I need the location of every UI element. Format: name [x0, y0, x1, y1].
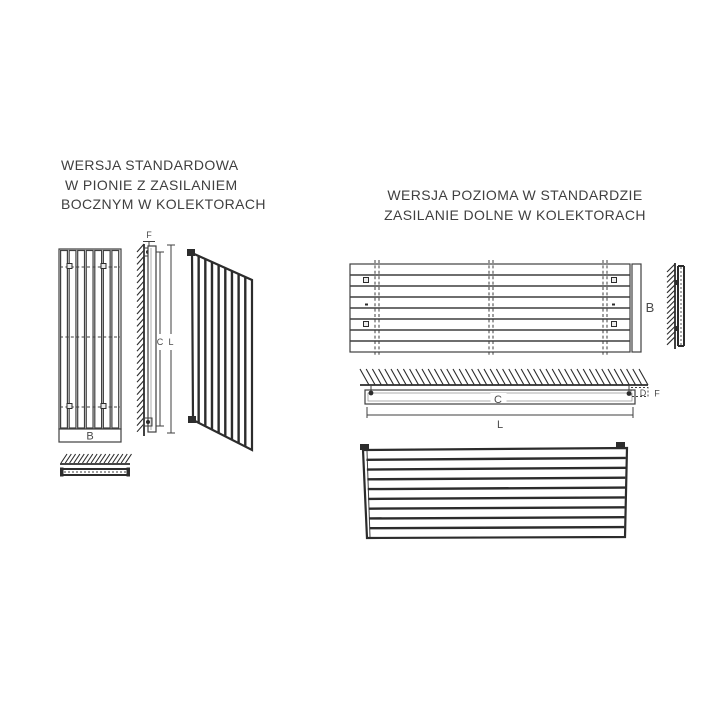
dim-label-d-right: D: [639, 388, 647, 398]
wall-hatching: [137, 244, 144, 432]
dim-label-c-right: C: [494, 394, 502, 406]
horizontal-radiator-wall-side-view: [660, 256, 710, 356]
dim-label-l-left: L: [168, 337, 174, 347]
horizontal-radiator-top-view: [346, 363, 676, 431]
length-dimension: [367, 407, 633, 418]
dim-label-c-left: C: [156, 337, 164, 347]
right-end-cap: [127, 468, 131, 477]
vertical-radiator-perspective-view: [182, 246, 270, 462]
left-bracket-bolt: [369, 391, 374, 396]
right-connector-tab: [616, 442, 625, 448]
wall-hatching: [61, 454, 132, 463]
horizontal-radiator-front-view: [346, 260, 660, 360]
vertical-radiator-side-view: [134, 230, 182, 442]
right-title-line1: WERSJA POZIOMA W STANDARDZIE: [387, 187, 643, 203]
lower-bracket: [675, 326, 679, 331]
vertical-radiator-top-view: [56, 452, 136, 484]
radiator-profile: [148, 246, 156, 432]
left-connector-tab: [360, 444, 369, 450]
dim-label-b-right: B: [645, 300, 655, 315]
dim-label-b-left: B: [86, 430, 94, 443]
perspective-outline: [192, 253, 252, 450]
dim-label-f-left: F: [146, 230, 152, 240]
dim-label-l-right: L: [496, 419, 504, 431]
upper-bracket: [675, 280, 679, 285]
bottom-connector-tab: [188, 416, 196, 423]
top-connector-tab: [187, 249, 195, 256]
perspective-outline: [363, 448, 627, 538]
bottom-bracket-bolt: [146, 420, 150, 424]
height-dimension-bracket: [632, 264, 641, 352]
right-title-line2: ZASILANIE DOLNE W KOLEKTORACH: [384, 206, 646, 223]
left-title-line2: W PIONIE Z ZASILANIEM: [65, 176, 238, 193]
left-diagram-title: [61, 156, 266, 215]
right-diagram-title: [355, 186, 675, 225]
left-title-line3: BOCZNYM W KOLEKTORACH: [61, 196, 266, 212]
vertical-radiator-front-view: [56, 246, 128, 446]
left-end-cap: [60, 468, 64, 477]
left-title-line1: WERSJA STANDARDOWA: [61, 157, 239, 173]
wall-hatching: [667, 264, 675, 345]
wall-hatching: [360, 369, 648, 385]
dim-label-f-right: F: [654, 388, 660, 399]
horizontal-radiator-perspective-view: [354, 438, 650, 563]
